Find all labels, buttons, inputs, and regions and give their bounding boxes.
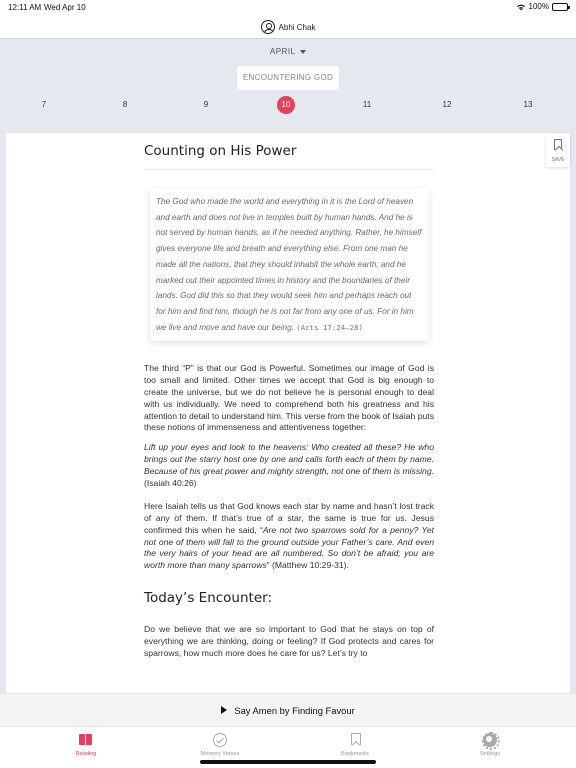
paragraph-3-end: ” (Matthew 10:29-31). [266, 560, 349, 571]
gear-icon [483, 733, 497, 747]
day-10-selected[interactable]: 10 [277, 96, 295, 114]
tab-memory-verses[interactable] [180, 733, 260, 757]
paragraph-3 [144, 501, 434, 572]
book-open-icon [79, 733, 93, 747]
amen-audio-bar[interactable] [0, 693, 576, 726]
day-9[interactable]: 9 [203, 100, 209, 109]
paragraph-3-start: Here Isaiah tells us that God knows each star by name and hasn’t lost track of any of them. If that’s true of a star, the same is true for us. Jesus confirmed this when he said, “ [144, 501, 434, 535]
paragraph-1: The third “P” is that our God is Powerful. Sometimes our image of God is too small and limited. Other times we accept that God is big enough to create the universe, but we do not believe he is personal enough to deal with us individually. We need to comprehend both his greatness and his attention to detail to understand him. This verse from the book of Isaiah puts these notions of immenseness and attentiveness together: [144, 363, 434, 433]
day-12[interactable]: 12 [442, 100, 452, 109]
user-profile[interactable] [0, 16, 576, 38]
status-time: 12:11 AM [8, 3, 42, 12]
scripture-reference: (Acts 17:24–28) [296, 322, 363, 332]
tab-settings-label: Settings [479, 751, 501, 757]
chevron-down-icon [300, 50, 306, 54]
tab-settings[interactable] [450, 733, 530, 757]
amen-label: Say Amen by Finding Favour [234, 704, 355, 716]
tab-reading-label: Reading [75, 751, 97, 757]
battery-icon [552, 3, 568, 11]
month-label: APRIL [269, 47, 296, 56]
scripture-text: The God who made the world and everything in it is the Lord of heaven and earth and does not live in temples built by human hands. And he is not served by human hands, as if he needed anything. Rather, he himself gives everyone life and breath and everything else. From one man he made all the nations, that they should inhabit the whole earth; and he marked out their appointed times in history and the boundaries of their lands. God did this so that they would seek him and perhaps reach out for him and find him, though he is not far from any one of us. For in him we live and move and have our being. [156, 197, 422, 332]
series-selector[interactable]: ENCOUNTERING GOD [237, 66, 339, 90]
article [144, 133, 434, 659]
tab-reading[interactable] [46, 733, 126, 757]
tab-memory-verses-label: Memory Verses [200, 751, 240, 757]
article-title: Counting on His Power [144, 143, 434, 170]
home-indicator[interactable] [200, 760, 376, 764]
play-icon[interactable] [221, 706, 227, 714]
check-circle-icon [213, 733, 227, 747]
user-circle-icon [261, 20, 275, 34]
bookmark-icon [554, 139, 562, 150]
paragraph-3-quote: Are not two sparrows sold for a penny? Yet not one of them will fall to the ground outside your Father’s care. And even the very hairs of your head are all numbered. So don’t be afraid; you are worth more than many sparrows [144, 524, 434, 571]
day-8[interactable]: 8 [122, 100, 128, 109]
day-13[interactable]: 13 [523, 100, 533, 109]
paragraph-4: Do we believe that we are so important to God that he stays on top of everything we are thinking, doing or feeling? If God protects and cares for sparrows, how much more does he care for us? Let’s try to [144, 624, 434, 658]
battery-percent: 100% [528, 2, 549, 11]
tab-bookmarks-label: Bookmarks [341, 751, 369, 757]
quote-text: Lift up your eyes and look to the heavens: Who created all these? He who brings out the starry host one by one and calls forth each of them by name. Because of his great power and mighty strength, not one of them is missing. [144, 442, 434, 476]
bookmark-icon [348, 733, 362, 747]
save-label: SAVE [551, 157, 565, 163]
status-bar [0, 0, 576, 14]
save-bookmark-button[interactable] [546, 133, 570, 167]
day-7[interactable]: 7 [41, 100, 47, 109]
calendar-header [0, 38, 576, 130]
user-name: Abhi Chak [278, 22, 316, 32]
day-strip [0, 95, 576, 115]
paragraph-quote [144, 442, 434, 489]
tab-bookmarks[interactable] [315, 733, 395, 757]
day-11[interactable]: 11 [362, 100, 372, 109]
wifi-icon [516, 3, 526, 11]
scripture-box [150, 188, 429, 341]
status-date: Wed Apr 10 [44, 3, 86, 12]
month-selector[interactable] [0, 47, 576, 56]
status-right [516, 2, 568, 11]
encounter-heading: Today’s Encounter: [144, 590, 272, 607]
quote-reference: (Isaiah 40:26) [144, 477, 197, 488]
reading-card[interactable] [6, 133, 570, 723]
